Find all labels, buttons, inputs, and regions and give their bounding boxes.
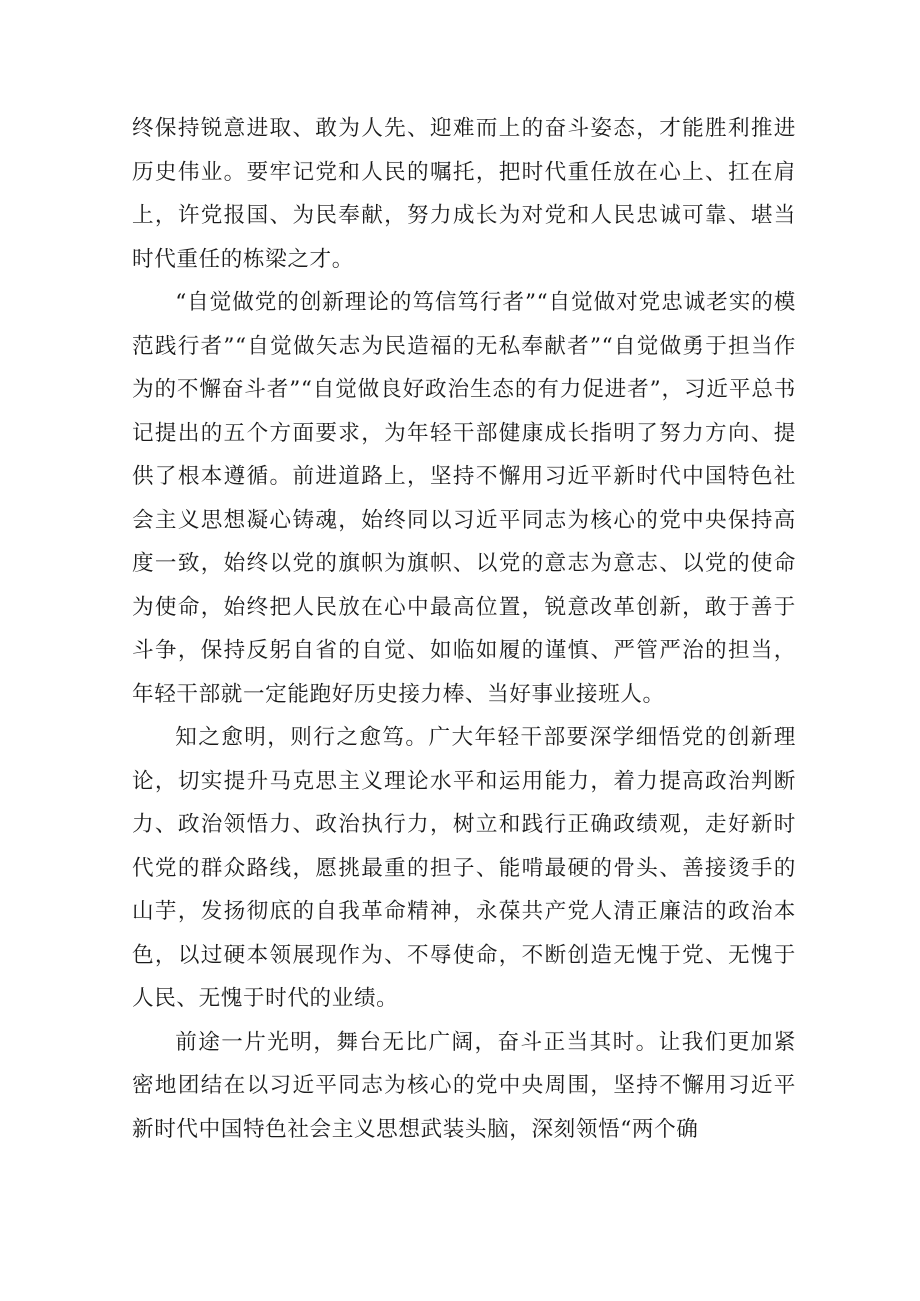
paragraph-1: 终保持锐意进取、敢为人先、迎难而上的奋斗姿态，才能胜利推进历史伟业。要牢记党和人民的嘱托，把时代重任放在心上、扛在肩上，许党报国、为民奉献，努力成长为对党和人民忠诚可靠、堪当时代重任的栋梁之才。 <box>132 116 796 272</box>
paragraph-4: 前途一片光明，舞台无比广阔，奋斗正当其时。让我们更加紧密地团结在以习近平同志为核心的党中央周围，坚持不懈用习近平新时代中国特色社会主义思想武装头脑，深刻领悟“两个确 <box>132 1029 796 1142</box>
document-body <box>132 107 796 1151</box>
paragraph-3: 知之愈明，则行之愈笃。广大年轻干部要深学细悟党的创新理论，切实提升马克思主义理论水平和运用能力，着力提高政治判断力、政治领悟力、政治执行力，树立和践行正确政绩观，走好新时代党的群众路线，愿挑最重的担子、能啃最硬的骨头、善接烫手的山芋，发扬彻底的自我革命精神，永葆共产党人清正廉洁的政治本色，以过硬本领展现作为、不辱使命，不断创造无愧于党、无愧于人民、无愧于时代的业绩。 <box>132 725 796 1011</box>
paragraph-2: “自觉做党的创新理论的笃信笃行者”“自觉做对党忠诚老实的模范践行者”“自觉做矢志为民造福的无私奉献者”“自觉做勇于担当作为的不懈奋斗者”“自觉做良好政治生态的有力促进者”，习近平总书记提出的五个方面要求，为年轻干部健康成长指明了努力方向、提供了根本遵循。前进道路上，坚持不懈用习近平新时代中国特色社会主义思想凝心铸魂，始终同以习近平同志为核心的党中央保持高度一致，始终以党的旗帜为旗帜、以党的意志为意志、以党的使命为使命，始终把人民放在心中最高位置，锐意改革创新，敢于善于斗争，保持反躬自省的自觉、如临如履的谨慎、严管严治的担当，年轻干部就一定能跑好历史接力棒、当好事业接班人。 <box>132 290 796 707</box>
